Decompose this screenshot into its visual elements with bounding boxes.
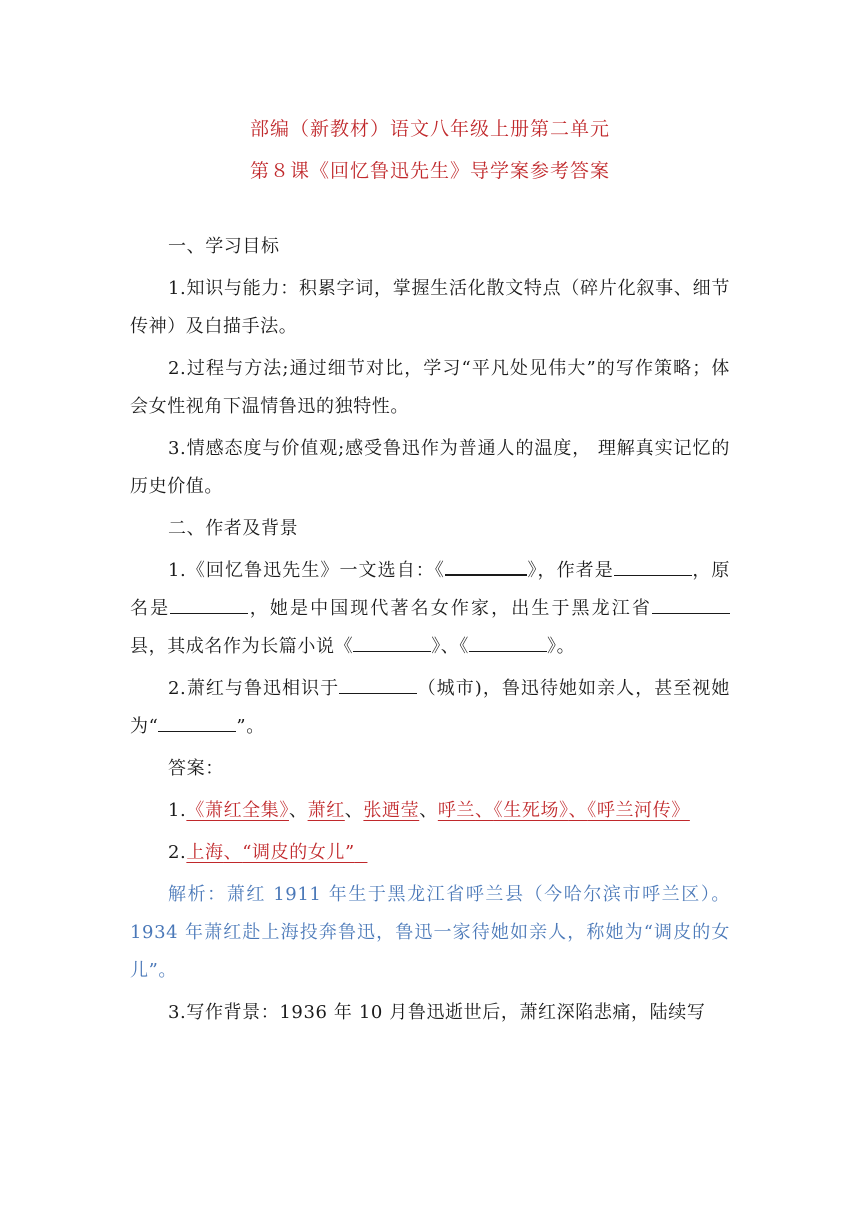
objective-2: 2.过程与方法;通过细节对比，学习“平凡处见伟大”的写作策略；体会女性视角下温情鲁迅的独特性。 <box>130 358 730 417</box>
answer-1-prefix: 1. <box>168 800 187 821</box>
q2-text-2: （城市)，鲁迅待她如亲人，甚至视她为“ <box>130 678 730 737</box>
q1-text-4: ，她是中国现代著名女作家，出生于黑龙江省 <box>248 598 653 619</box>
section1-heading: 一、学习目标 <box>168 236 280 257</box>
answer-sep: 、 <box>568 800 588 821</box>
question-1 <box>130 552 730 666</box>
objective-3: 3.情感态度与价值观;感受鲁迅作为普通人的温度， 理解真实记忆的历史价值。 <box>130 438 730 497</box>
answer-2-item: “调皮的女儿” <box>242 842 355 863</box>
doc-title-line1: 部编（新教材）语文八年级上册第二单元 <box>249 118 610 140</box>
answer-1-item: 呼兰 <box>437 800 476 821</box>
q1-text-5: 县，其成名作为长篇小说《 <box>130 636 354 657</box>
answer-1-item: 《萧红全集》 <box>186 800 289 821</box>
answer-1-item: 张迺莹 <box>363 800 420 821</box>
answer-sep: 、 <box>344 800 364 821</box>
doc-title-line2: 第８课《回忆鲁迅先生》导学案参考答案 <box>249 160 610 182</box>
q1-text-2: 》，作者是 <box>526 560 614 581</box>
answer-1 <box>130 792 730 830</box>
answer-sep: 、 <box>475 800 494 821</box>
blank-original-name <box>170 591 248 614</box>
answer-sep: 、 <box>419 800 438 821</box>
blank-city <box>339 671 417 694</box>
answer-2 <box>130 834 730 872</box>
section2-heading: 二、作者及背景 <box>168 518 299 539</box>
blank-novel-1 <box>353 629 431 652</box>
q2-text-3: ”。 <box>236 716 265 737</box>
blank-county <box>652 591 730 614</box>
answer-2-trailing <box>355 842 368 863</box>
answer-2-item: 上海 <box>186 842 224 863</box>
writing-background: 3.写作背景：1936 年 10 月鲁迅逝世后，萧红深陷悲痛，陆续写 <box>168 1002 706 1023</box>
answer-1-item: 萧红 <box>307 800 345 821</box>
analysis-text: 解析：萧红 1911 年生于黑龙江省呼兰县（今哈尔滨市呼兰区）。1934 年萧红赴上海投奔鲁迅，鲁迅一家待她如亲人，称她为“调皮的女儿”。 <box>130 884 730 981</box>
blank-source <box>445 552 527 576</box>
question-2 <box>130 670 730 746</box>
answer-sep: 、 <box>223 842 243 863</box>
answer-1-item: 《生死场》 <box>493 800 569 821</box>
blank-nickname <box>158 709 236 732</box>
answer-label: 答案： <box>168 758 224 779</box>
blank-author <box>614 553 692 576</box>
q1-text-7: 》。 <box>547 636 576 657</box>
q1-text-1: 1.《回忆鲁迅先生》一文选自：《 <box>168 560 445 581</box>
answer-1-item: 《呼兰河传》 <box>587 800 690 821</box>
answer-sep: 、 <box>288 800 308 821</box>
blank-novel-2 <box>469 629 547 652</box>
q1-text-3: ，原名是 <box>130 560 731 619</box>
answer-2-prefix: 2. <box>168 842 187 863</box>
document-page <box>130 0 730 1032</box>
q2-text-1: 2.萧红与鲁迅相识于 <box>168 678 340 699</box>
q1-text-6: 》、《 <box>431 636 470 657</box>
objective-1: 1.知识与能力：积累字词，掌握生活化散文特点（碎片化叙事、细节传神）及白描手法。 <box>130 278 730 337</box>
